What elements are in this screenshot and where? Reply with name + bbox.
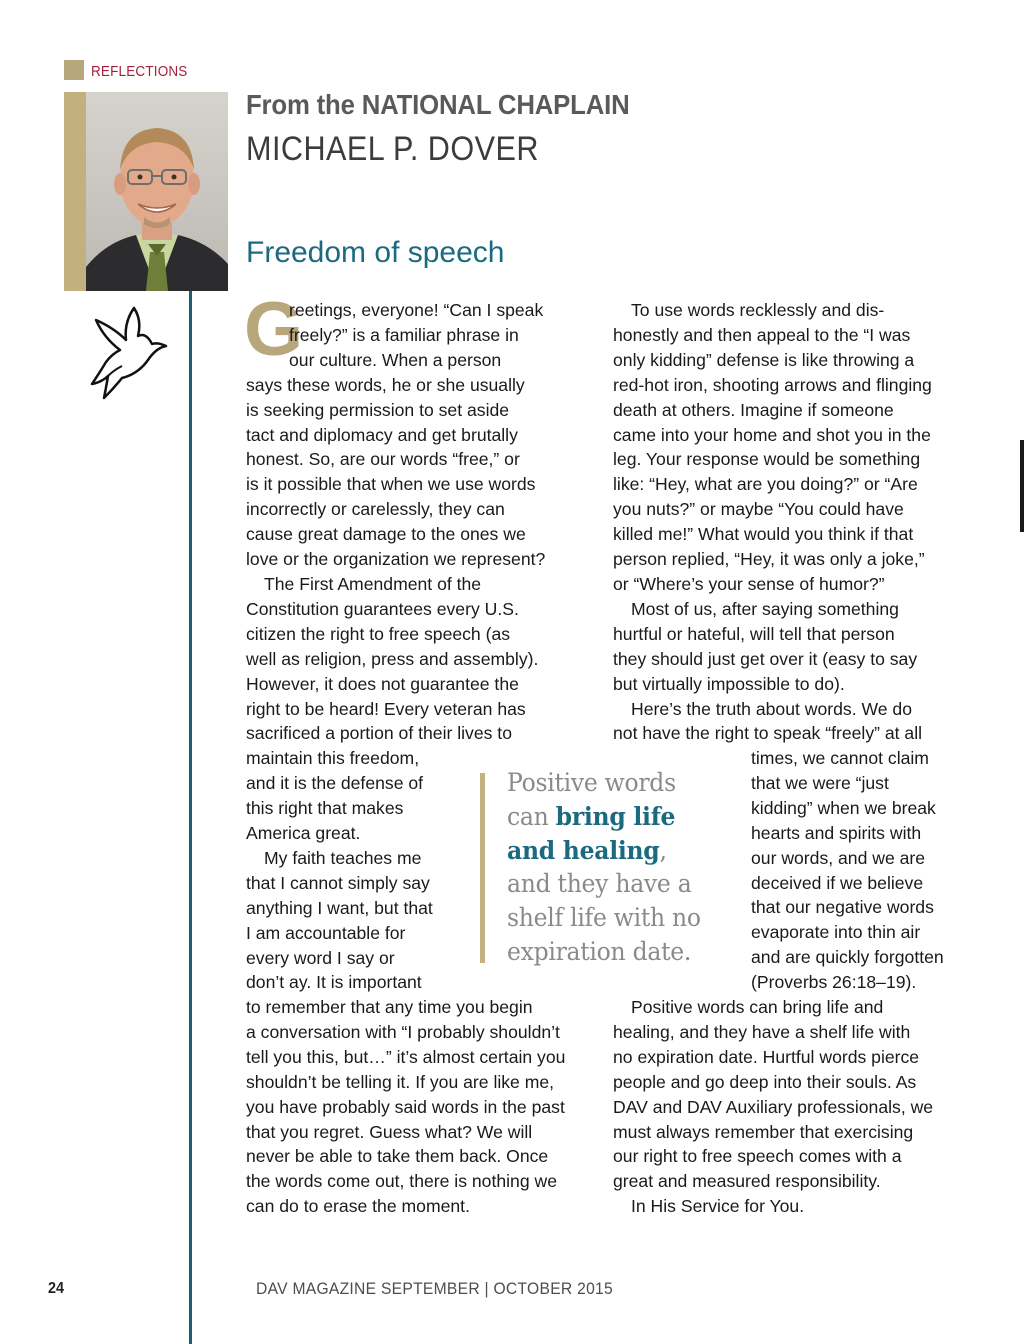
text-line: and it is the defense of [246,773,424,794]
left-column-top [246,298,545,995]
pull-quote-line [507,834,701,868]
text-line: the words come out, there is nothing we [246,1171,557,1192]
text-line: not have the right to speak “freely” at all [613,723,923,744]
text-line: well as religion, press and assembly). [246,648,539,669]
text-line: honestly and then appeal to the “I was [613,324,911,345]
text-line: that I cannot simply say [246,872,430,893]
text-line: is seeking permission to set aside [246,399,510,420]
text-line: our culture. When a person [289,349,502,370]
text-line: Here’s the truth about words. We do [631,698,913,719]
text-line: every word I say or [246,947,395,968]
right-column-inset [751,746,944,995]
text-line: citizen the right to free speech (as [246,623,511,644]
text-line: maintain this freedom, [246,748,420,769]
text-line: However, it does not guarantee the [246,673,519,694]
text-line: hurtful or hateful, will tell that person [613,623,895,644]
text-line: that you regret. Guess what? We will [246,1121,533,1142]
page-number: 24 [48,1280,65,1297]
text-line: Most of us, after saying something [631,598,899,619]
pull-quote-line: Positive words [507,768,676,797]
pull-quote-emphasis: and healing [507,835,660,865]
pull-quote-emphasis: bring life [555,801,676,831]
text-line: people and go deep into their souls. As [613,1071,917,1092]
text-line: healing, and they have a shelf life with [613,1021,911,1042]
text-line: came into your home and shot you in the [613,424,931,445]
text-line: and are quickly forgotten [751,947,944,968]
text-line: death at others. Imagine if someone [613,399,894,420]
text-line: can do to erase the moment. [246,1196,470,1217]
text-line: red-hot iron, shooting arrows and flinging [613,374,932,395]
text-line: only kidding” defense is like throwing a [613,349,915,370]
portrait-illustration [86,92,228,291]
text-line: In His Service for You. [631,1196,805,1217]
text-line: you have probably said words in the past [246,1096,565,1117]
text-line: times, we cannot claim [751,748,929,768]
right-column-top [613,298,932,746]
department-title: From the NATIONAL CHAPLAIN [246,89,630,120]
photo-accent-bar [64,92,86,291]
text-line: that our negative words [751,897,934,918]
text-line: no expiration date. Hurtful words pierce [613,1046,920,1067]
text-line: America great. [246,823,361,844]
text-line: honest. So, are our words “free,” or [246,449,520,470]
text-line: is it possible that when we use words [246,474,536,495]
text-line: My faith teaches me [264,847,422,868]
dove-icon [86,302,168,402]
text-line: incorrectly or carelessly, they can [246,499,505,520]
text-line: must always remember that exercising [613,1121,914,1142]
pull-quote-line [507,800,701,834]
text-line: don’t ay. It is important [246,972,422,993]
pull-quote [507,766,701,969]
text-line: (Proverbs 26:18–19). [751,972,917,993]
text-line: our words, and we are [751,847,926,868]
article-headline: Freedom of speech [246,236,505,269]
text-line: this right that makes [246,798,404,819]
publication-footer: DAV MAGAZINE SEPTEMBER | OCTOBER 2015 [256,1279,614,1298]
text-line: shouldn’t be telling it. If you are like me, [246,1071,555,1092]
drop-cap: G [244,287,304,372]
pull-quote-line: shelf life with no [507,903,701,933]
text-line: our right to free speech comes with a [613,1146,902,1167]
text-line: hearts and spirits with [751,822,922,843]
text-line: The First Amendment of the [264,573,482,594]
text-line: leg. Your response would be something [613,449,921,470]
text-line: they should just get over it (easy to say [613,648,918,669]
text-line: never be able to take them back. Once [246,1146,549,1167]
text-line: anything I want, but that [246,897,433,918]
pull-quote-text: , [659,835,667,865]
text-line: says these words, he or she usually [246,374,525,395]
text-line: I am accountable for [246,922,406,943]
text-line: or “Where’s your sense of humor?” [613,573,885,594]
text-line: tell you this, but…” it’s almost certain you [246,1046,566,1067]
text-line: deceived if we believe [751,872,924,893]
pull-quote-line: and they have a [507,869,692,899]
text-line: to remember that any time you begin [246,997,533,1017]
text-line: love or the organization we represent? [246,549,546,570]
pull-quote-text: can [507,801,556,831]
text-line: great and measured responsibility. [613,1171,881,1192]
text-line: Positive words can bring life and [631,997,884,1017]
author-name: MICHAEL P. DOVER [246,130,539,168]
right-column-bottom [613,995,933,1219]
text-line: like: “Hey, what are you doing?” or “Are [613,474,918,495]
text-line: killed me!” What would you think if that [613,524,914,545]
pull-quote-bar [480,773,485,963]
left-column-bottom [246,995,565,1219]
pull-quote-line: expiration date. [507,936,692,966]
text-line: right to be heard! Every veteran has [246,698,526,719]
section-label: REFLECTIONS [91,63,188,80]
text-line: reetings, everyone! “Can I speak [289,300,544,320]
text-line: freely?” is a familiar phrase in [289,324,519,345]
text-line: tact and diplomacy and get brutally [246,424,518,445]
text-line: DAV and DAV Auxiliary professionals, we [613,1096,934,1117]
author-portrait [86,92,228,291]
text-line: evaporate into thin air [751,922,921,943]
text-line: a conversation with “I probably shouldn’t [246,1021,560,1042]
vertical-divider [189,291,192,1344]
text-line: but virtually impossible to do). [613,673,845,694]
text-line: cause great damage to the ones we [246,524,526,545]
text-line: sacrificed a portion of their lives to [246,723,512,744]
text-line: you nuts?” or maybe “You could have [613,499,904,520]
text-line: that we were “just [751,772,889,793]
text-line: person replied, “Hey, it was only a joke,” [613,549,925,570]
text-line: kidding” when we break [751,797,936,818]
section-marker [64,60,84,80]
text-line: To use words recklessly and dis- [631,300,885,320]
text-line: Constitution guarantees every U.S. [246,598,519,619]
page-edge-marker [1020,440,1024,532]
